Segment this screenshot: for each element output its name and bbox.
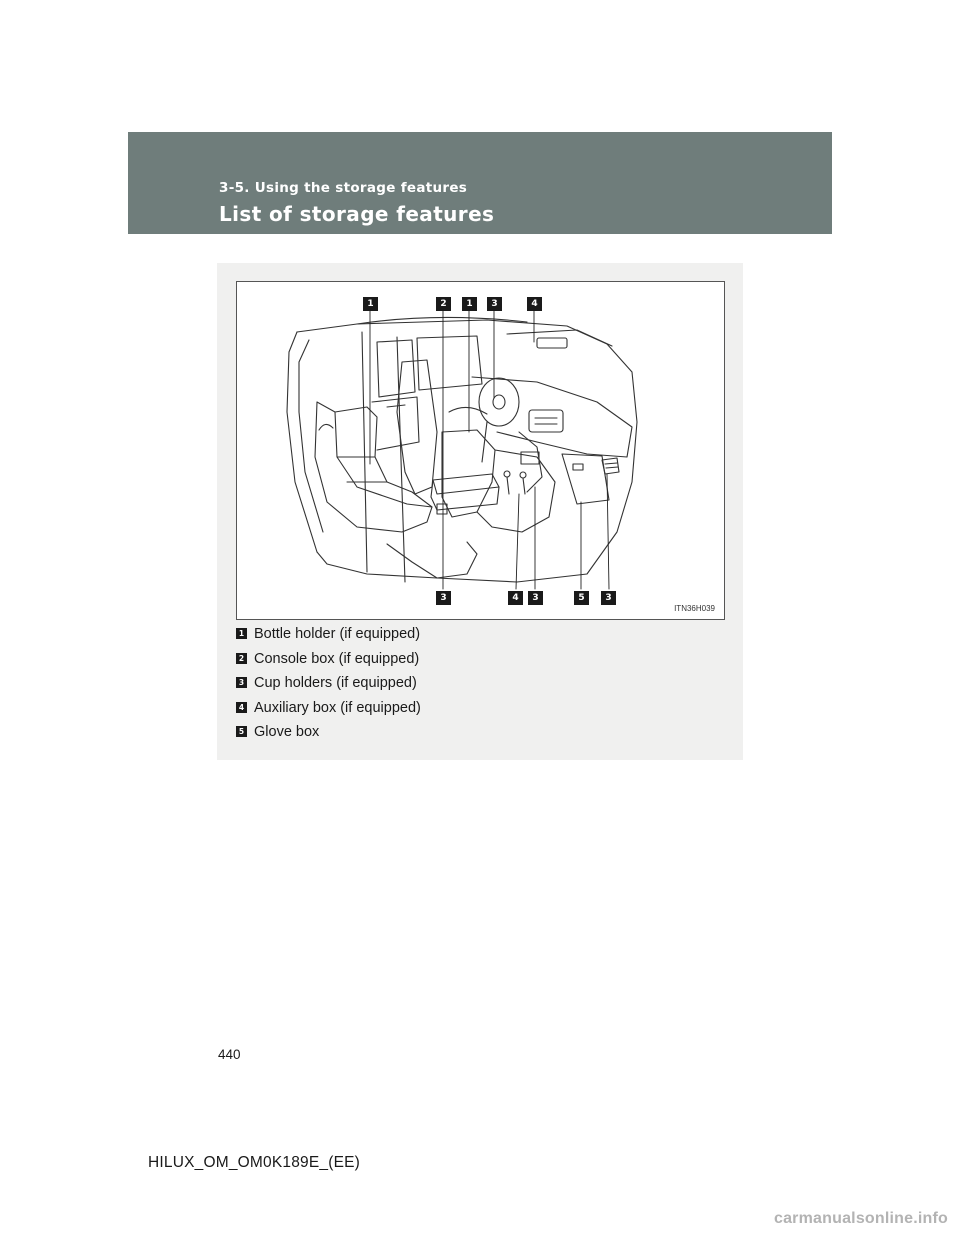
legend-number-badge: 2	[236, 653, 247, 664]
callout-bottom-4: 5	[574, 591, 589, 605]
callout-bottom-5: 3	[601, 591, 616, 605]
legend-text: Auxiliary box (if equipped)	[254, 699, 421, 716]
callout-top-5: 4	[527, 297, 542, 311]
legend-text: Console box (if equipped)	[254, 650, 420, 667]
callout-bottom-1: 3	[436, 591, 451, 605]
legend-number-badge: 5	[236, 726, 247, 737]
section-label: 3-5. Using the storage features	[219, 180, 468, 196]
figure-code: ITN36H039	[674, 604, 715, 613]
manual-code: HILUX_OM_OM0K189E_(EE)	[148, 1154, 361, 1171]
legend-item	[236, 672, 421, 697]
callout-top-4: 3	[487, 297, 502, 311]
callout-bottom-2: 4	[508, 591, 523, 605]
legend-text: Bottle holder (if equipped)	[254, 626, 421, 642]
legend-number-badge: 4	[236, 702, 247, 713]
callout-top-2: 2	[436, 297, 451, 311]
interior-illustration	[236, 281, 725, 620]
page-title: List of storage features	[219, 202, 495, 226]
legend-item	[236, 697, 421, 722]
legend-item	[236, 623, 421, 648]
page-number: 440	[218, 1047, 241, 1062]
figure-panel	[217, 263, 743, 760]
callout-top-1: 1	[363, 297, 378, 311]
legend-list	[236, 623, 421, 746]
legend-item	[236, 648, 421, 673]
legend-text: Glove box	[254, 724, 320, 740]
watermark: carmanualsonline.info	[773, 1210, 948, 1227]
legend-text: Cup holders (if equipped)	[254, 675, 417, 691]
callout-top-3: 1	[462, 297, 477, 311]
section-header	[128, 132, 832, 234]
legend-number-badge: 1	[236, 628, 247, 639]
callout-bottom-3: 3	[528, 591, 543, 605]
cabin-drawing	[237, 282, 724, 619]
legend-number-badge: 3	[236, 677, 247, 688]
legend-item	[236, 721, 421, 746]
